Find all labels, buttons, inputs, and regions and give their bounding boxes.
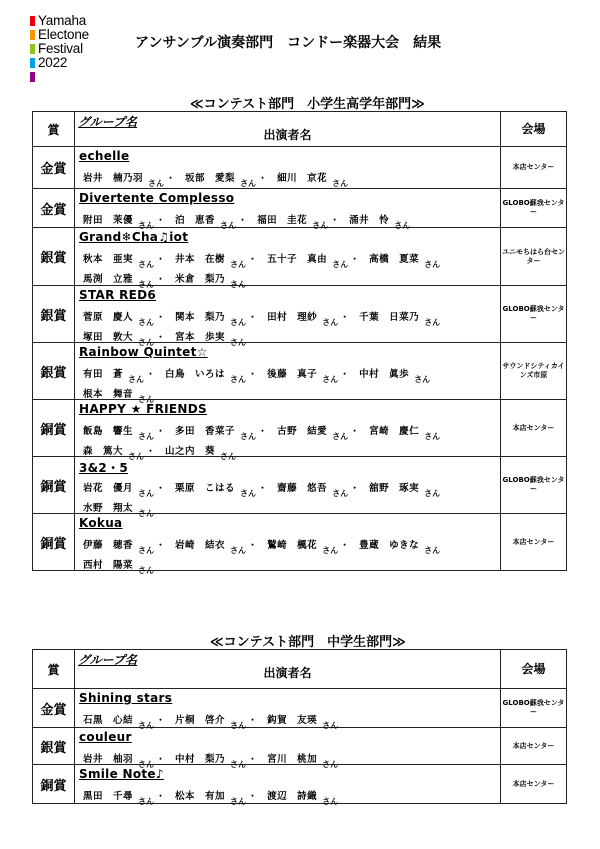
honorific: さん <box>240 489 257 498</box>
honorific: さん <box>322 375 339 384</box>
performer <box>83 419 169 441</box>
venue-cell: 本店センター <box>501 514 567 571</box>
venue-cell: 本店センター <box>501 765 567 804</box>
group-name: Kokua <box>79 516 123 530</box>
performer <box>83 708 169 730</box>
performer-name: 渡辺 詩織 <box>267 791 318 802</box>
honorific: さん <box>312 221 329 230</box>
honorific: さん <box>230 260 247 269</box>
table-header-row <box>33 112 567 147</box>
group-name: STAR RED6 <box>79 288 157 302</box>
performer <box>83 208 169 230</box>
performer <box>83 305 169 327</box>
performer-line <box>75 530 500 555</box>
performer-name: 水野 翔太 <box>83 503 134 514</box>
honorific: さん <box>322 721 339 730</box>
group-name: Grand❄Cha♫iot <box>79 230 189 244</box>
performer-name: 田村 理紗 <box>267 312 318 323</box>
separator: ・ <box>156 216 166 226</box>
performer-name: 石黒 心結 <box>83 715 134 726</box>
separator: ・ <box>248 370 258 380</box>
separator: ・ <box>350 484 360 494</box>
performer <box>175 247 261 269</box>
performer-name: 細川 京花 <box>277 173 328 184</box>
honorific: さん <box>322 760 339 769</box>
honorific: さん <box>230 721 247 730</box>
separator: ・ <box>330 216 340 226</box>
honorific: さん <box>230 797 247 806</box>
performer-name: 宮川 桃加 <box>267 754 318 765</box>
performer-name: 森 篤大 <box>83 446 124 457</box>
group-name: echelle <box>79 149 130 163</box>
group-cell <box>75 189 501 228</box>
performer <box>175 708 261 730</box>
performer-name: 坂部 愛梨 <box>185 173 236 184</box>
performer <box>175 267 247 289</box>
performer-name: 鷲崎 楓花 <box>267 540 318 551</box>
performer <box>277 419 363 441</box>
table-row <box>33 147 567 189</box>
performer-name: 岩井 楠乃羽 <box>83 173 144 184</box>
performer-name: 伊藤 穂香 <box>83 540 134 551</box>
header-group-name: グループ名 <box>78 115 138 129</box>
honorific: さん <box>138 760 155 769</box>
separator: ・ <box>340 313 350 323</box>
performer-name: 秋本 亜実 <box>83 254 134 265</box>
header-performers: 出演者名 <box>263 128 312 142</box>
logo-text: Festival <box>38 41 83 56</box>
group-cell <box>75 147 501 189</box>
separator: ・ <box>248 716 258 726</box>
prize-cell: 銅賞 <box>33 514 75 571</box>
honorific: さん <box>220 221 237 230</box>
performer-name: 中村 眞歩 <box>359 369 410 380</box>
performer-name: 涌井 怜 <box>349 215 390 226</box>
performer <box>175 305 261 327</box>
honorific: さん <box>332 489 349 498</box>
separator: ・ <box>258 484 268 494</box>
separator: ・ <box>156 427 166 437</box>
performer-name: 岩花 優月 <box>83 483 134 494</box>
honorific: さん <box>138 221 155 230</box>
performer <box>83 747 169 769</box>
performer-name: 古野 結愛 <box>277 426 328 437</box>
performer <box>83 325 169 347</box>
performer-name: 白鳥 いろは <box>165 369 226 380</box>
prize-cell: 銀賞 <box>33 286 75 343</box>
honorific: さん <box>424 489 441 498</box>
performer <box>349 208 411 230</box>
venue-cell: GLOBO蘇我センター <box>501 689 567 728</box>
honorific: さん <box>424 546 441 555</box>
page-title: アンサンブル演奏部門 コンドー楽器大会 結果 <box>135 35 442 51</box>
performer-name: 後藤 真子 <box>267 369 318 380</box>
separator: ・ <box>248 541 258 551</box>
honorific: さん <box>148 179 165 188</box>
performer <box>175 208 251 230</box>
performer <box>165 362 261 384</box>
honorific: さん <box>138 721 155 730</box>
table-row <box>33 189 567 228</box>
performer-name: 舘野 琢実 <box>369 483 420 494</box>
performer <box>165 439 237 461</box>
logo-text: 2022 <box>38 55 68 70</box>
honorific: さん <box>138 509 155 518</box>
honorific: さん <box>220 452 237 461</box>
logo-color-bar <box>30 58 35 68</box>
venue-cell: サウンドシティカインズ市原 <box>501 343 567 400</box>
performer-name: 千葉 日菜乃 <box>359 312 420 323</box>
performer-name: 高橋 夏菜 <box>369 254 420 265</box>
venue-cell: GLOBO蘇我センター <box>501 189 567 228</box>
performer-name: 中村 梨乃 <box>175 754 226 765</box>
table-row <box>33 228 567 286</box>
separator: ・ <box>340 370 350 380</box>
header-prize: 賞 <box>33 650 75 689</box>
performer-name: 福田 圭花 <box>257 215 308 226</box>
group-cell <box>75 765 501 804</box>
table-row <box>33 457 567 514</box>
header-main <box>75 650 501 689</box>
performer <box>175 747 261 769</box>
performer <box>83 784 169 806</box>
performer-name: 黒田 千尋 <box>83 791 134 802</box>
performer-name: 関本 梨乃 <box>175 312 226 323</box>
separator: ・ <box>166 174 176 184</box>
honorific: さん <box>394 221 411 230</box>
header-venue: 会場 <box>501 650 567 689</box>
group-name: Rainbow Quintet☆ <box>79 345 208 359</box>
prize-cell: 銅賞 <box>33 400 75 457</box>
performer <box>175 325 247 347</box>
honorific: さん <box>138 338 155 347</box>
separator: ・ <box>258 427 268 437</box>
performer <box>83 439 159 461</box>
performer-name: 塚田 敦大 <box>83 332 134 343</box>
separator: ・ <box>248 313 258 323</box>
separator: ・ <box>238 216 248 226</box>
performer-line <box>75 705 500 730</box>
separator: ・ <box>156 792 166 802</box>
performer <box>267 784 339 806</box>
separator: ・ <box>156 755 166 765</box>
separator: ・ <box>350 255 360 265</box>
header-group-name: グループ名 <box>78 653 138 667</box>
separator: ・ <box>156 484 166 494</box>
table-row <box>33 514 567 571</box>
honorific: さん <box>424 260 441 269</box>
venue-cell: GLOBO蘇我センター <box>501 457 567 514</box>
performer-name: 五十子 真由 <box>267 254 328 265</box>
prize-cell: 銅賞 <box>33 457 75 514</box>
performer-name: 齋藤 悠吾 <box>277 483 328 494</box>
honorific: さん <box>424 432 441 441</box>
performer-name: 岩井 柚羽 <box>83 754 134 765</box>
performer <box>83 362 159 384</box>
performer-line <box>75 302 500 327</box>
honorific: さん <box>322 318 339 327</box>
prize-cell: 銀賞 <box>33 728 75 765</box>
group-cell <box>75 689 501 728</box>
table-row <box>33 400 567 457</box>
performer-name: 松本 有加 <box>175 791 226 802</box>
performer-name: 栗原 こはる <box>175 483 236 494</box>
honorific: さん <box>240 179 257 188</box>
venue-cell: 本店センター <box>501 400 567 457</box>
separator: ・ <box>248 755 258 765</box>
performer-name: 多田 香菜子 <box>175 426 236 437</box>
group-name: HAPPY ★ FRIENDS <box>79 402 207 416</box>
group-name: Smile Note♪ <box>79 767 164 781</box>
group-name: 3&2・5 <box>79 461 129 475</box>
yamaha-electone-festival-logo <box>30 14 130 84</box>
performer <box>83 476 169 498</box>
honorific: さん <box>332 432 349 441</box>
performer-name: 宮崎 慶仁 <box>369 426 420 437</box>
performer-line <box>75 359 500 384</box>
performer-name: 菅原 慶人 <box>83 312 134 323</box>
table-row <box>33 343 567 400</box>
performer <box>267 708 339 730</box>
performer <box>83 166 179 188</box>
performer <box>185 166 271 188</box>
separator: ・ <box>156 716 166 726</box>
performer-name: 片桐 啓介 <box>175 715 226 726</box>
group-name: Divertente Complesso <box>79 191 235 205</box>
logo-color-bar <box>30 44 35 54</box>
honorific: さん <box>138 566 155 575</box>
section-title: ≪コンテスト部門 小学生高学年部門≫ <box>190 97 425 112</box>
honorific: さん <box>322 797 339 806</box>
performer-name: 馬渕 立雅 <box>83 274 134 285</box>
group-name: couleur <box>79 730 132 744</box>
performer <box>369 419 441 441</box>
honorific: さん <box>414 375 431 384</box>
logo-text: Electone <box>38 27 89 42</box>
honorific: さん <box>322 546 339 555</box>
honorific: さん <box>138 280 155 289</box>
honorific: さん <box>332 179 349 188</box>
separator: ・ <box>156 255 166 265</box>
honorific: さん <box>128 375 145 384</box>
honorific: さん <box>230 375 247 384</box>
table-header-row <box>33 650 567 689</box>
performer-line <box>75 473 500 498</box>
results-table-elementary <box>32 111 567 575</box>
separator: ・ <box>146 447 156 457</box>
group-cell <box>75 400 501 461</box>
section-title: ≪コンテスト部門 中学生部門≫ <box>210 635 406 650</box>
honorific: さん <box>230 280 247 289</box>
performer-name: 附田 茉優 <box>83 215 134 226</box>
separator: ・ <box>156 313 166 323</box>
group-cell <box>75 286 501 347</box>
prize-cell: 金賞 <box>33 147 75 189</box>
table-row <box>33 765 567 804</box>
performer <box>267 747 339 769</box>
performer <box>267 305 353 327</box>
honorific: さん <box>138 489 155 498</box>
honorific: さん <box>230 546 247 555</box>
honorific: さん <box>332 260 349 269</box>
table-row <box>33 286 567 343</box>
performer <box>175 419 271 441</box>
performer <box>175 476 271 498</box>
header-venue: 会場 <box>501 112 567 147</box>
separator: ・ <box>156 275 166 285</box>
performer-line <box>75 163 500 188</box>
honorific: さん <box>138 318 155 327</box>
performer-line <box>75 244 500 269</box>
table-row <box>33 689 567 728</box>
group-cell <box>75 228 501 289</box>
header-performers: 出演者名 <box>263 666 312 680</box>
separator: ・ <box>258 174 268 184</box>
results-table-junior-high <box>32 649 567 804</box>
separator: ・ <box>350 427 360 437</box>
logo-color-bar <box>30 16 35 26</box>
performer-name: 根本 舞音 <box>83 389 134 400</box>
honorific: さん <box>230 318 247 327</box>
honorific: さん <box>138 797 155 806</box>
honorific: さん <box>138 432 155 441</box>
logo-color-bar <box>30 72 35 82</box>
separator: ・ <box>248 255 258 265</box>
performer <box>83 533 169 555</box>
performer-name: 山之内 葵 <box>165 446 216 457</box>
performer-name: 米倉 梨乃 <box>175 274 226 285</box>
performer <box>83 267 169 289</box>
honorific: さん <box>128 452 145 461</box>
prize-cell: 銀賞 <box>33 228 75 286</box>
performer-name: 鈎賀 友瑛 <box>267 715 318 726</box>
group-name: Shining stars <box>79 691 173 705</box>
performer-name: 泊 恵香 <box>175 215 216 226</box>
performer <box>83 553 155 575</box>
performer <box>359 533 441 555</box>
performer <box>277 166 349 188</box>
venue-cell: ユニモちはら台センター <box>501 228 567 286</box>
honorific: さん <box>230 760 247 769</box>
separator: ・ <box>156 541 166 551</box>
header-prize: 賞 <box>33 112 75 147</box>
performer-line <box>75 744 500 769</box>
group-cell <box>75 343 501 404</box>
performer-name: 岩崎 結衣 <box>175 540 226 551</box>
performer <box>267 362 353 384</box>
table-row <box>33 728 567 765</box>
honorific: さん <box>424 318 441 327</box>
performer <box>267 533 353 555</box>
performer <box>359 362 431 384</box>
performer-name: 有田 蒼 <box>83 369 124 380</box>
group-cell <box>75 728 501 769</box>
performer <box>369 476 441 498</box>
honorific: さん <box>138 546 155 555</box>
group-cell <box>75 457 501 518</box>
venue-cell: 本店センター <box>501 147 567 189</box>
performer-name: 井本 在樹 <box>175 254 226 265</box>
performer-line <box>75 416 500 441</box>
venue-cell: GLOBO蘇我センター <box>501 286 567 343</box>
prize-cell: 銅賞 <box>33 765 75 804</box>
separator: ・ <box>340 541 350 551</box>
separator: ・ <box>248 792 258 802</box>
header-main <box>75 112 501 147</box>
performer <box>83 247 169 269</box>
performer <box>83 496 155 518</box>
performer <box>359 305 441 327</box>
performer-name: 飯島 響生 <box>83 426 134 437</box>
prize-cell: 金賞 <box>33 689 75 728</box>
venue-cell: 本店センター <box>501 728 567 765</box>
performer-name: 豊蔵 ゆきな <box>359 540 420 551</box>
honorific: さん <box>138 395 155 404</box>
separator: ・ <box>146 370 156 380</box>
honorific: さん <box>240 432 257 441</box>
group-cell <box>75 514 501 575</box>
performer <box>83 382 155 404</box>
performer-line <box>75 205 500 230</box>
logo-text: Yamaha <box>38 13 87 28</box>
separator: ・ <box>156 333 166 343</box>
performer <box>175 533 261 555</box>
performer <box>175 784 261 806</box>
prize-cell: 金賞 <box>33 189 75 228</box>
prize-cell: 銀賞 <box>33 343 75 400</box>
performer <box>277 476 363 498</box>
honorific: さん <box>138 260 155 269</box>
performer <box>369 247 441 269</box>
performer <box>267 247 363 269</box>
performer-line <box>75 781 500 806</box>
performer-name: 西村 陽菜 <box>83 560 134 571</box>
performer-name: 宮本 歩実 <box>175 332 226 343</box>
logo-color-bar <box>30 30 35 40</box>
honorific: さん <box>230 338 247 347</box>
performer <box>257 208 343 230</box>
